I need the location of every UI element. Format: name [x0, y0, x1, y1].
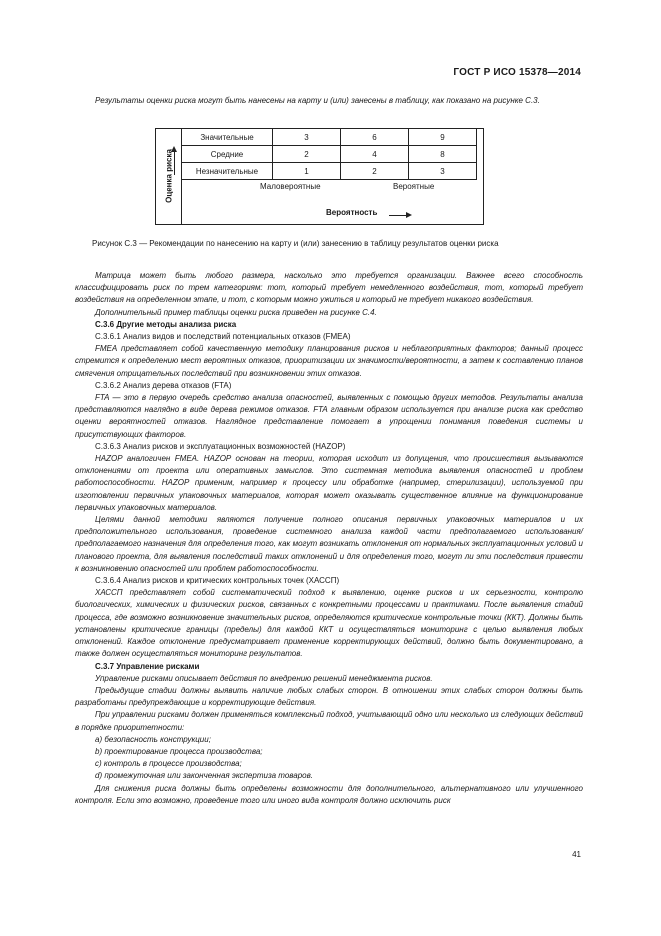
- risk-matrix-figure: [155, 128, 484, 225]
- table-cell: 8: [409, 146, 477, 163]
- subsection-heading: С.3.6.4 Анализ рисков и критических контрольных точек (ХАССП): [95, 576, 340, 586]
- paragraph: Матрица может быть любого размера, насколько это требуется организации. Важнее всего способность классифицировать риск по трем категориям: тот, который требует немедленного воздействия, тот, который требует воздействия на определенном этапе, и тот, с которым можно ужиться и который не требует никакого воздействия.: [75, 271, 583, 305]
- list-item: c) контроль в процессе производства;: [95, 759, 242, 769]
- paragraph: FMEA представляет собой качественную методику планирования рисков и неблагоприятных факторов; данный процесс стремится к определению мест вероятных отказов, приоритизации их значимости/вероятности, а затем к составлению планов смягчения отрицательных последствий при возникновении этих отказов.: [75, 344, 583, 378]
- document-header: ГОСТ Р ИСО 15378—2014: [453, 67, 581, 78]
- paragraph: Предыдущие стадии должны выявить наличие любых слабых сторон. В отношении этих слабых сторон должны быть разработаны предупреждающие и корректирующие действия.: [75, 685, 583, 708]
- figure-caption: Рисунок С.3 — Рекомендации по нанесению на карту и (или) занесению в таблицу результатов оценки риска: [92, 239, 499, 248]
- table-cell: 9: [409, 129, 477, 146]
- paragraph: ХАССП представляет собой систематический подход к выявлению, оценке рисков и их серьезности, контролю биологических, химических и физических рисков, связанных с конкретными процессами и практиками. После выявления стадий процесса, где возможно возникновение значительных рисков, определяются критические контрольные точки (ККТ). Должны быть установлены критические границы (пределы) для каждой ККТ и осуществляться мониторинг с целью выявления любых отклонений. Каждое отклонение предусматривает применение корректирующих действий, должно быть документировано, а также должен осуществляться мониторинг результатов.: [75, 588, 583, 659]
- paragraph: HAZOP аналогичен FMEA. HAZOP основан на теории, которая исходит из допущения, что происшествия вызываются отклонениями от проекта или оперативных замыслов. Это системная методика выявления опасностей и проблем работоспособности. HAZOP применим, например к процессу или обработке (например, стерилизации), используемой при изготовлении первичных упаковочных материалов, которая может оказывать существенное влияние на функционирование первичных упаковочных материалов.: [75, 454, 583, 512]
- table-cell: 2: [273, 146, 341, 163]
- table-cell: 6: [341, 129, 409, 146]
- main-text: [75, 270, 583, 807]
- table-cell: 3: [273, 129, 341, 146]
- section-heading: С.3.7 Управление рисками: [95, 661, 200, 671]
- paragraph: Для снижения риска должны быть определены возможности для дополнительного, альтернативного или улучшенного контроля. Если это возможно, проведение того или иного вида контроля должно исключить риск: [75, 783, 583, 805]
- table-row: [182, 163, 477, 180]
- subsection-heading: С.3.6.3 Анализ рисков и эксплуатационных возможностей (HAZOP): [95, 441, 346, 451]
- probability-high-label: Вероятные: [393, 182, 435, 191]
- row-label: Значительные: [182, 129, 273, 146]
- list-item: d) промежуточная или законченная экспертиза товаров.: [95, 771, 314, 781]
- paragraph: Управление рисками описывает действия по внедрению решений менеджмента рисков.: [95, 673, 433, 683]
- right-arrow-icon: [389, 215, 407, 216]
- table-cell: 2: [341, 163, 409, 180]
- table-cell: 3: [409, 163, 477, 180]
- table-cell: 1: [273, 163, 341, 180]
- page-number: 41: [572, 850, 581, 859]
- subsection-heading: С.3.6.2 Анализ дерева отказов (FTA): [95, 380, 232, 390]
- list-item: b) проектирование процесса производства;: [95, 746, 263, 756]
- intro-text: Результаты оценки риска могут быть нанесены на карту и (или) занесены в таблицу, как показано на рисунке С.3.: [95, 96, 540, 105]
- risk-axis: [156, 129, 182, 224]
- intro-paragraph: [75, 95, 583, 107]
- paragraph: При управлении рисками должен применяться комплексный подход, учитывающий одно или несколько из следующих действий в порядке приоритетности:: [75, 710, 583, 732]
- section-heading: С.3.6 Другие методы анализа риска: [95, 319, 237, 329]
- paragraph: Дополнительный пример таблицы оценки риска приведен на рисунке С.4.: [95, 307, 377, 317]
- table-row: [182, 146, 477, 163]
- table-cell: 4: [341, 146, 409, 163]
- up-arrow-icon: [174, 151, 175, 175]
- subsection-heading: С.3.6.1 Анализ видов и последствий потенциальных отказов (FMEA): [95, 332, 351, 342]
- row-label: Средние: [182, 146, 273, 163]
- risk-axis-label: Оценка риска: [164, 149, 174, 203]
- paragraph: Целями данной методики являются получение полного описания первичных упаковочных материалов и их предположительного использования, проведение системного анализа каждой части предполагаемого использования/предполагаемого назначения для определения того, как могут возникать отклонения от нормальных эксплуатационных условий и планового проекта, для выявления последствий таких отклонений и для определения того, могут ли эти последствия привести к возникновению опасностей или проблем работоспособности.: [75, 515, 583, 573]
- table-row: [182, 129, 477, 146]
- row-label: Незначительные: [182, 163, 273, 180]
- paragraph: FTA — это в первую очередь средство анализа опасностей, выявленных с помощью других методов. Результаты анализа представляются наглядно в виде дерева режимов отказов. FTA главным образом используется при анализе риска как средство оценки вероятностей отказов. Наглядное представление помогает в упрощении понимания поведения системы и присутствующих факторов.: [75, 393, 583, 439]
- probability-axis-label: Вероятность: [326, 208, 378, 217]
- list-item: a) безопасность конструкции;: [95, 734, 211, 744]
- probability-low-label: Маловероятные: [260, 182, 321, 191]
- risk-table: [181, 128, 477, 180]
